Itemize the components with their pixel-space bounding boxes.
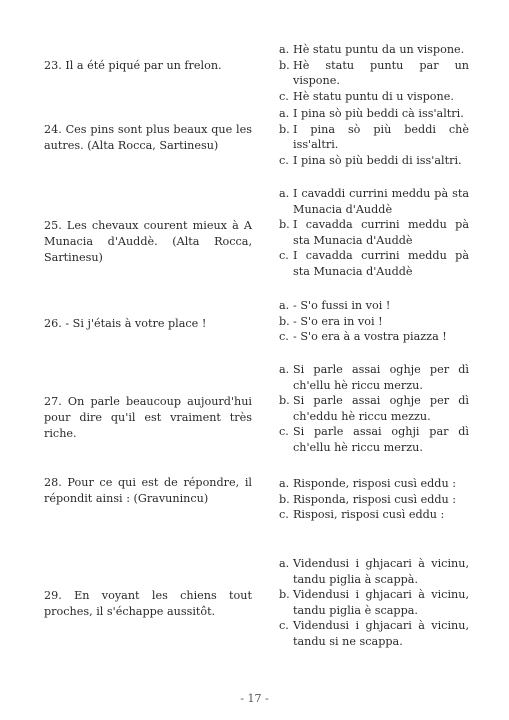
- option-label: a.: [279, 363, 290, 376]
- option-a: [279, 186, 469, 217]
- page-number: - 17 -: [240, 692, 269, 705]
- french-sentence: 25. Les chevaux courent mieux à A Munacia d'Auddè. (Alta Rocca, Sartinesu): [44, 219, 252, 264]
- option-text: I cavadda currini meddu pà sta Munacia d'Auddè: [293, 249, 469, 278]
- option-b: [279, 217, 469, 248]
- french-sentence: 28. Pour ce qui est de répondre, il répondit ainsi : (Gravunincu): [44, 476, 252, 505]
- option-b: [279, 122, 469, 153]
- french-sentence: 26. - Si j'étais à votre place !: [44, 317, 207, 330]
- option-text: I cavaddi currini meddu pà sta Munacia d'Auddè: [293, 187, 469, 216]
- option-label: b.: [279, 492, 290, 506]
- option-label: a.: [279, 477, 290, 490]
- option-text: Videndusi i ghjacari à vicinu, tandu piglia è scappa.: [293, 588, 469, 617]
- option-text: Risposi, risposi cusì eddu :: [293, 508, 445, 521]
- option-a: [279, 556, 469, 587]
- option-text: - S'o era in voi !: [293, 314, 383, 328]
- option-a: [279, 298, 469, 314]
- option-a: [279, 476, 469, 492]
- french-sentence: 27. On parle beaucoup aujourd'hui pour dire qu'il est vraiment très riche.: [44, 395, 252, 440]
- corsican-options: [279, 42, 469, 104]
- option-text: Si parle assai oghji par dì ch'ellu hè riccu merzu.: [293, 425, 469, 454]
- option-a: [279, 42, 469, 58]
- option-text: Hè statu puntu par un vispone.: [293, 58, 469, 87]
- option-text: I pina sò più beddi cà iss'altri.: [293, 107, 464, 120]
- option-text: - S'o era à a vostra piazza !: [293, 330, 447, 343]
- option-b: [279, 492, 469, 508]
- option-text: I pina sò più beddi chè iss'altri.: [293, 122, 469, 151]
- option-b: [279, 58, 469, 89]
- option-label: b.: [279, 394, 290, 407]
- option-text: Videndusi i ghjacari à vicinu, tandu piglia à scappà.: [293, 557, 469, 586]
- option-b: [279, 314, 469, 330]
- corsican-options: [279, 362, 469, 455]
- option-c: [279, 618, 469, 649]
- option-c: [279, 89, 469, 105]
- option-label: a.: [279, 187, 290, 200]
- option-text: Si parle assai oghje per dì ch'ellu hè riccu merzu.: [293, 363, 469, 392]
- option-c: [279, 507, 469, 523]
- option-b: [279, 587, 469, 618]
- option-text: - S'o fussi in voi !: [293, 299, 391, 312]
- option-label: c.: [279, 330, 289, 343]
- option-c: [279, 329, 469, 345]
- option-text: I pina sò più beddi di iss'altri.: [293, 153, 462, 167]
- option-text: Risponde, risposi cusì eddu :: [293, 477, 456, 490]
- option-label: a.: [279, 43, 290, 56]
- option-text: Hè statu puntu di u vispone.: [293, 89, 454, 103]
- french-sentence: 24. Ces pins sont plus beaux que les autres. (Alta Rocca, Sartinesu): [44, 123, 252, 152]
- option-text: Risponda, risposi cusì eddu :: [293, 492, 457, 506]
- option-c: [279, 248, 469, 279]
- option-label: b.: [279, 218, 290, 231]
- option-label: b.: [279, 58, 290, 72]
- corsican-options: [279, 186, 469, 279]
- option-label: c.: [279, 619, 289, 632]
- option-c: [279, 424, 469, 455]
- option-text: Hè statu puntu da un vispone.: [293, 43, 465, 56]
- french-sentence: 23. Il a été piqué par un frelon.: [44, 59, 222, 72]
- option-label: c.: [279, 425, 289, 438]
- corsican-options: [279, 556, 469, 649]
- option-text: Videndusi i ghjacari à vicinu, tandu si ne scappa.: [293, 619, 469, 648]
- option-label: b.: [279, 122, 290, 136]
- option-label: b.: [279, 314, 290, 328]
- option-label: c.: [279, 89, 289, 103]
- option-a: [279, 362, 469, 393]
- option-label: b.: [279, 588, 290, 601]
- option-c: [279, 153, 469, 169]
- option-label: c.: [279, 508, 289, 521]
- corsican-options: [279, 106, 469, 168]
- option-label: c.: [279, 153, 289, 167]
- option-b: [279, 393, 469, 424]
- option-label: c.: [279, 249, 289, 262]
- option-text: Si parle assai oghje per dì ch'eddu hè riccu mezzu.: [293, 394, 469, 423]
- option-label: a.: [279, 557, 290, 570]
- option-label: a.: [279, 299, 290, 312]
- option-label: a.: [279, 107, 290, 120]
- french-sentence: 29. En voyant les chiens tout proches, il s'échappe aussitôt.: [44, 589, 252, 618]
- option-a: [279, 106, 469, 122]
- corsican-options: [279, 476, 469, 523]
- option-text: I cavadda currini meddu pà sta Munacia d'Auddè: [293, 218, 469, 247]
- corsican-options: [279, 298, 469, 345]
